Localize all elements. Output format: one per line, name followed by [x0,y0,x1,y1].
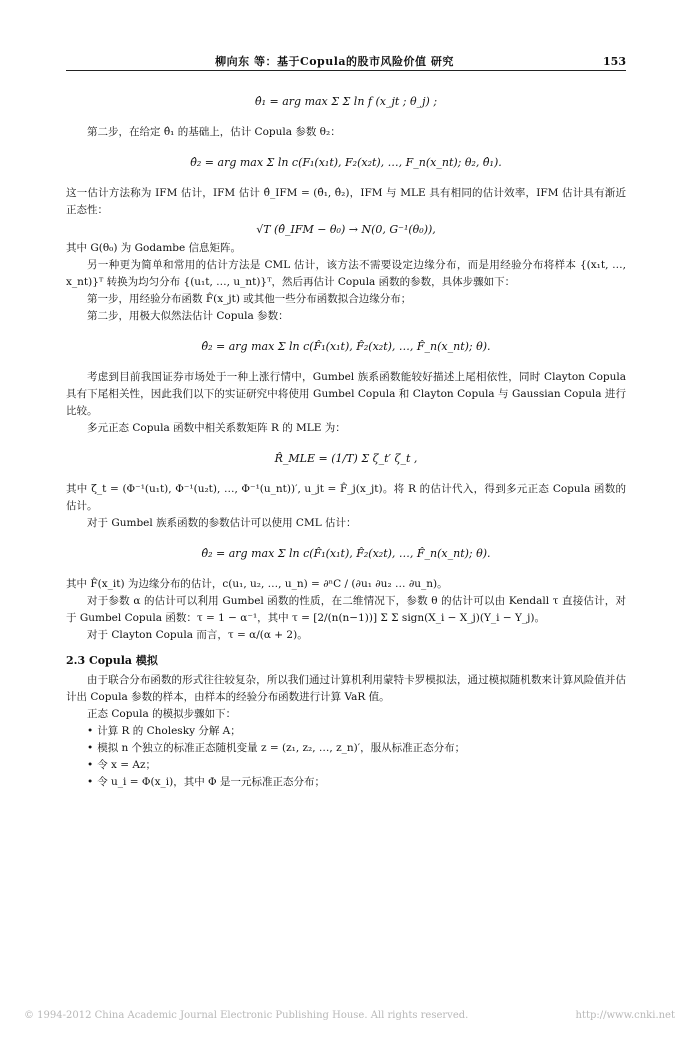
paragraph-gumbel: 对于 Gumbel 族系函数的参数估计可以使用 CML 估计： [87,517,357,529]
equation-4: θ̂₂ = arg max Σ ln c(F̂₁(x₁t), F̂₂(x₂t), …, F̂_n(x_nt); θ). [201,340,491,353]
list-item: • 令 x = Az； [66,757,626,774]
page-body [66,80,626,791]
paragraph-simulation: 由于联合分布函数的形式往往较复杂，所以我们通过计算机利用蒙特卡罗模拟法，通过模拟随机数来计算风险值并估计出 Copula 参数的样本，由样本的经验分布函数进行计算 VaR 值。 [66,674,626,703]
paragraph-ifm: 这一估计方法称为 IFM 估计，IFM 估计 θ̂_IFM = (θ̂₁, θ̂₂)，IFM 与 MLE 具有相同的估计效率，IFM 估计具有渐近正态性： [66,187,627,216]
footer-url: http://www.cnki.net [575,1010,675,1021]
section-heading: 2.3 Copula 模拟 [66,654,158,667]
equation-2: θ̂₂ = arg max Σ ln c(F₁(x₁t), F₂(x₂t), …, F_n(x_nt); θ₂, θ̂₁). [190,156,502,169]
paragraph-cml: 另一种更为简单和常用的估计方法是 CML 估计，该方法不需要设定边缘分布，而是用经验分布将样本 {(x₁t, …, x_nt)}ᵀ 转换为均匀分布 {(u₁t, …, u_nt)}ᵀ，然后再估计 Copula 函数的参数，具体步骤如下： [66,259,626,288]
list-item: • 计算 R 的 Cholesky 分解 A； [66,723,626,740]
equation-6: θ̂₂ = arg max Σ ln c(F̂₁(x₁t), F̂₂(x₂t), …, F̂_n(x_nt); θ). [201,547,491,560]
paragraph-gaussian-steps: 正态 Copula 的模拟步骤如下： [87,708,237,720]
equation-3: √T (θ̂_IFM − θ₀) → N(0, G⁻¹(θ₀)), [256,223,436,236]
paragraph-godambe: 其中 G(θ₀) 为 Godambe 信息矩阵。 [66,242,242,254]
equation-1: θ̂₁ = arg max Σ Σ ln f (x_jt ; θ_j) ; [254,95,438,108]
paragraph-gaussian-mle: 多元正态 Copula 函数中相关系数矩阵 R 的 MLE 为： [87,422,346,434]
paragraph-study: 考虑到目前我国证券市场处于一种上涨行情中，Gumbel 族系函数能较好描述上尾相依性，同时 Clayton Copula 具有下尾相关性，因此我们以下的实证研究中将使用 Gumbel Copula 和 Clayton Copula 与 Gaussian Copula 进行比较。 [66,371,626,417]
page-footer [0,1010,699,1021]
paragraph-density: 其中 F̂(x_it) 为边缘分布的估计，c(u₁, u₂, …, u_n) = ∂ⁿC / (∂u₁ ∂u₂ … ∂u_n)。 [66,578,448,590]
paragraph-cml-step2: 第二步，用极大似然法估计 Copula 参数： [87,310,289,322]
page-number: 153 [603,54,626,68]
running-title: 柳向东 等：基于Copula的股市风险价值 研究 [215,55,454,68]
paragraph-cml-step1: 第一步，用经验分布函数 F̂(x_jt) 或其他一些分布函数拟合边缘分布； [87,293,412,305]
list-item: • 模拟 n 个独立的标准正态随机变量 z = (z₁, z₂, …, z_n)′，服从标准正态分布； [66,740,626,757]
equation-5: R̂_MLE = (1/T) Σ ζ_t′ ζ_t , [274,452,418,465]
list-item: • 令 u_i = Φ(x_i)，其中 Φ 是一元标准正态分布； [66,774,626,791]
paragraph-zeta: 其中 ζ_t = (Φ⁻¹(u₁t), Φ⁻¹(u₂t), …, Φ⁻¹(u_nt))′, u_jt = F̂_j(x_jt)。将 R 的估计代入，得到多元正态 Copula 函数的估计。 [66,483,626,512]
paragraph-clayton: 对于 Clayton Copula 而言，τ = α/(α + 2)。 [87,629,308,641]
copyright-notice: © 1994-2012 China Academic Journal Electronic Publishing House. All rights reserved. [24,1010,469,1021]
paragraph-step2: 第二步，在给定 θ̂₁ 的基础上，估计 Copula 参数 θ₂： [87,126,341,138]
paragraph-kendall: 对于参数 α 的估计可以利用 Gumbel 函数的性质，在二维情况下，参数 θ 的估计可以由 Kendall τ 直接估计，对于 Gumbel Copula 函数：τ = 1 − α⁻¹，其中 τ = [2/(n(n−1))] Σ Σ sign(X_i − X_j)(Y_i − Y_j)。 [66,595,626,624]
page-header [66,52,626,71]
